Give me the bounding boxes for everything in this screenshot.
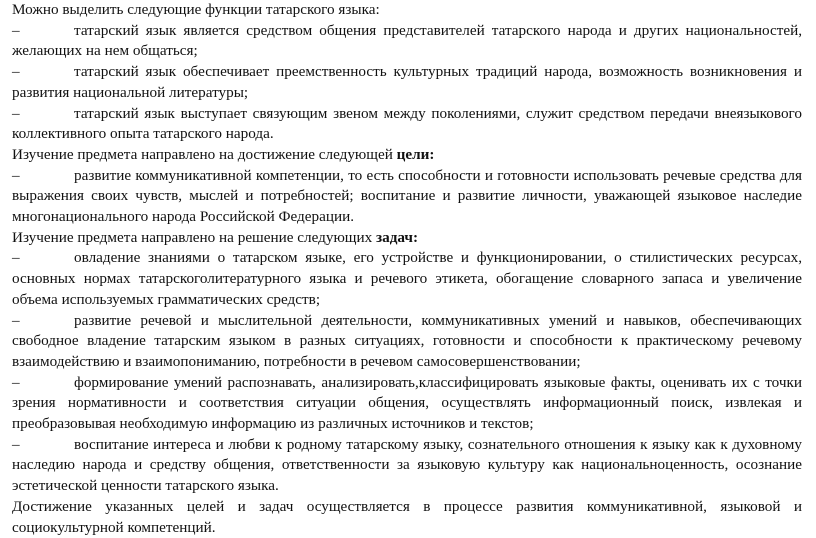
- tasks-intro: [12, 228, 802, 249]
- list-dash: –: [12, 21, 20, 39]
- task-item-3: [12, 373, 802, 435]
- list-dash: –: [12, 373, 20, 391]
- document-body: [12, 0, 802, 538]
- function-item-2: [12, 62, 802, 103]
- goals-intro: [12, 145, 802, 166]
- list-dash: –: [12, 166, 20, 184]
- tasks-list: [12, 248, 802, 496]
- goals-list: [12, 166, 802, 228]
- list-dash: –: [12, 63, 20, 81]
- list-dash: –: [12, 249, 20, 267]
- function-text-3: татарский язык выступает связующим звеном между поколениями, служит средством передачи внеязыкового коллективного опыта татарского народа.: [12, 104, 802, 143]
- function-item-1: [12, 21, 802, 62]
- function-item-3: [12, 104, 802, 145]
- list-dash: –: [12, 435, 20, 453]
- function-text-2: татарский язык обеспечивает преемственность культурных традиций народа, возможность возникновения и развития национальной литературы;: [12, 63, 802, 101]
- functions-intro: Можно выделить следующие функции татарского языка:: [12, 1, 380, 18]
- goal-text-1: развитие коммуникативной компетенции, то есть способности и готовности использовать речевые средства для выражения своих чувств, мыслей и потребностей; воспитание и развитие личности, уважающей языковое наследие многонационального народа Российской Федерации.: [12, 166, 802, 226]
- task-item-4: [12, 435, 802, 497]
- function-text-1: татарский язык является средством общения представителей татарского народа и других национальностей, желающих на нем общаться;: [12, 21, 802, 60]
- goals-intro-text: Изучение предмета направлено на достижение следующей: [12, 145, 397, 163]
- task-item-1: [12, 248, 802, 310]
- goals-intro-keyword: цели:: [396, 145, 435, 163]
- functions-list: [12, 21, 802, 145]
- conclusion-paragraph: Достижение указанных целей и задач осуществляется в процессе развития коммуникативной, языковой и социокультурной компетенций.: [12, 497, 802, 536]
- tasks-intro-keyword: задач:: [376, 228, 419, 246]
- task-text-3: формирование умений распознавать, анализировать,классифицировать языковые факты, оценивать их с точки зрения нормативности и соответствия ситуации общения, осуществлять информационный поиск, извлекая и преобразовывая необходимую информацию из различных источников и текстов;: [12, 373, 802, 433]
- list-dash: –: [12, 104, 20, 122]
- tasks-intro-text: Изучение предмета направлено на решение следующих: [12, 228, 377, 246]
- task-text-4: воспитание интереса и любви к родному татарскому языку, сознательного отношения к языку как к духовному наследию народа и средству общения, ответственности за языковую культуру как национальноценность, осознание эстетической ценности татарского языка.: [12, 435, 802, 495]
- goal-item-1: [12, 166, 802, 228]
- task-text-1: овладение знаниями о татарском языке, его устройстве и функционировании, о стилистических ресурсах, основных нормах татарскоголитературного языка и речевого этикета, обогащение словарного запаса и увеличение объема используемых грамматических средств;: [12, 249, 802, 308]
- task-text-2: развитие речевой и мыслительной деятельности, коммуникативных умений и навыков, обеспечивающих свободное владение татарским языком в разных ситуациях, готовности и способности к практическому речевому взаимодействию и взаимопониманию, потребности в речевом самосовершенствовании;: [12, 311, 802, 370]
- list-dash: –: [12, 311, 20, 329]
- task-item-2: [12, 311, 802, 373]
